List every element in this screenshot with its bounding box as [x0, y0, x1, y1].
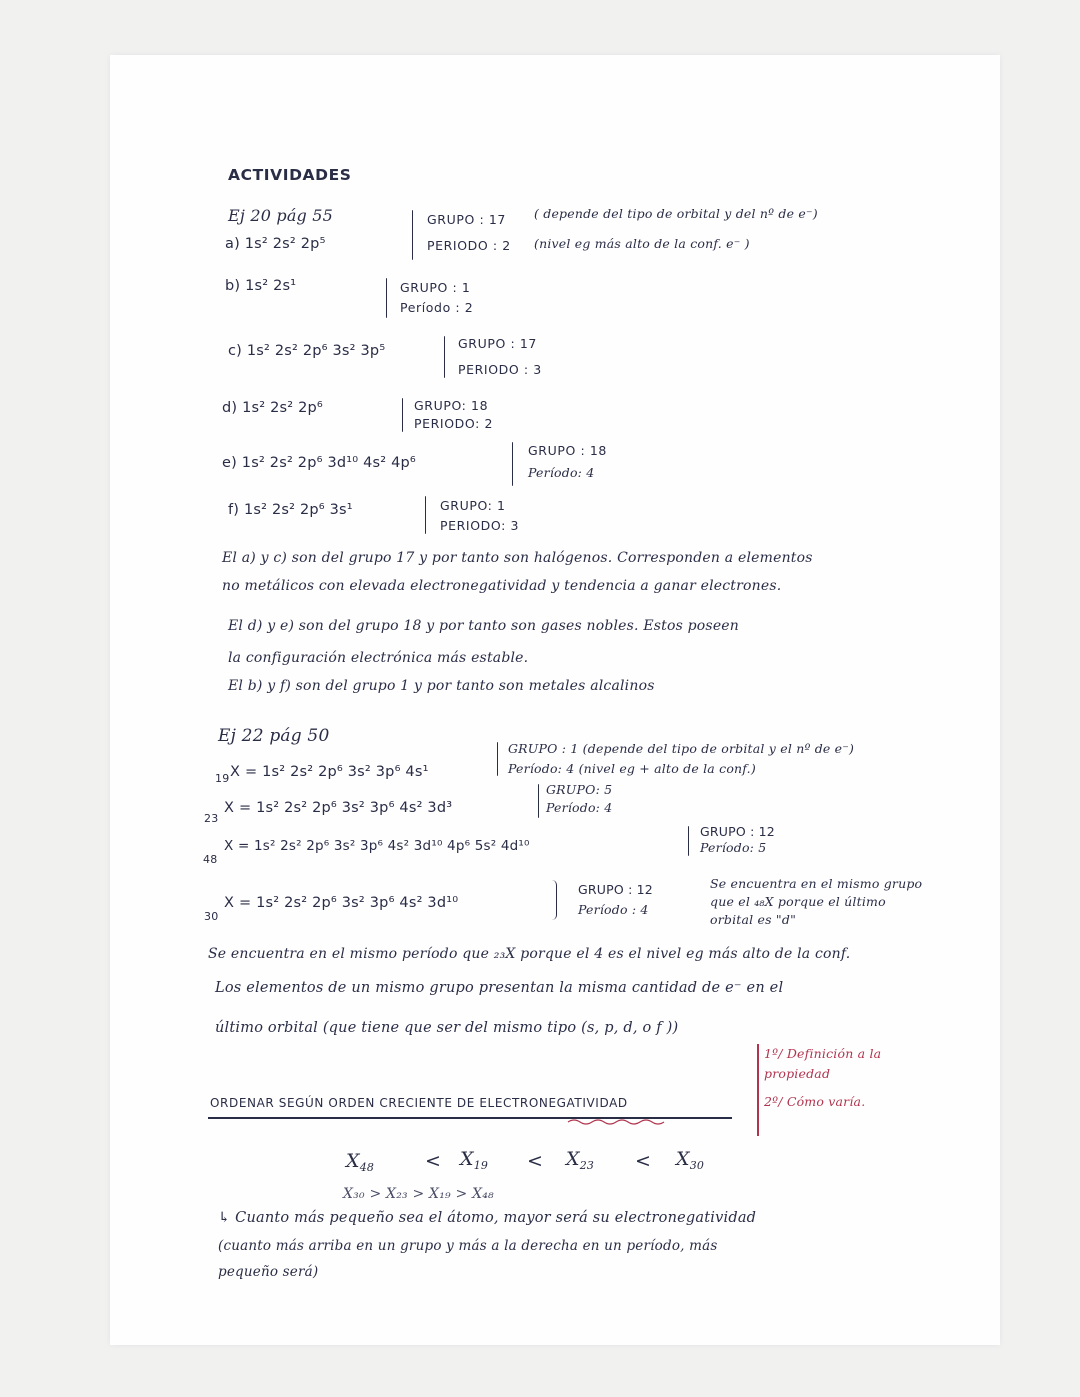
order-x19: $X_{19}$ — [460, 1148, 489, 1172]
brace — [538, 784, 539, 818]
paragraph-line: El d) y e) son del grupo 18 y por tanto son gases nobles. Estos poseen — [228, 618, 739, 634]
less-than: < — [527, 1150, 544, 1172]
paragraph-line: la configuración electrónica más estable. — [228, 650, 529, 666]
mass-number-30: 30 — [204, 910, 219, 923]
red-wavy-underline — [566, 1118, 676, 1126]
red-note-line: propiedad — [764, 1066, 831, 1081]
brace — [552, 880, 557, 920]
paragraph-line: no metálicos con elevada electronegatividad y tendencia a ganar electrones. — [222, 578, 782, 594]
exercise-20-title: Ej 20 pág 55 — [228, 206, 334, 225]
brace — [497, 742, 498, 776]
paragraph-line: último orbital (que tiene que ser del mismo tipo (s, p, d, o f )) — [215, 1020, 679, 1036]
periodo-c: PERIODO : 3 — [458, 362, 542, 377]
red-margin-line — [757, 1044, 759, 1136]
periodo-x30: Período : 4 — [578, 902, 649, 917]
note-a-1: ( depende del tipo de orbital y del nº de e⁻) — [534, 206, 818, 221]
paragraph-line: ↳ Cuanto más pequeño sea el átomo, mayor será su electronegatividad — [218, 1210, 757, 1226]
brace — [512, 442, 513, 486]
order-x48: $X_{48}$ — [346, 1150, 375, 1174]
periodo-a: PERIODO : 2 — [427, 238, 511, 253]
note-a-2: (nivel eg más alto de la conf. e⁻ ) — [534, 236, 750, 251]
order-title: ORDENAR SEGÚN ORDEN CRECIENTE DE ELECTRONEGATIVIDAD — [210, 1096, 628, 1110]
less-than: < — [425, 1150, 442, 1172]
grupo-c: GRUPO : 17 — [458, 336, 537, 351]
brace — [386, 278, 387, 318]
grupo-x30: GRUPO : 12 — [578, 882, 653, 897]
periodo-e: Período: 4 — [528, 465, 595, 480]
config-e: e) 1s² 2s² 2p⁶ 3d¹⁰ 4s² 4p⁶ — [222, 455, 416, 471]
periodo-x19: Período: 4 (nivel eg + alto de la conf.) — [508, 761, 756, 776]
config-c: c) 1s² 2s² 2p⁶ 3s² 3p⁵ — [228, 343, 386, 359]
config-f: f) 1s² 2s² 2p⁶ 3s¹ — [228, 502, 353, 518]
config-x48: X = 1s² 2s² 2p⁶ 3s² 3p⁶ 4s² 3d¹⁰ 4p⁶ 5s² 4d¹⁰ — [224, 838, 530, 854]
paragraph-line: Se encuentra en el mismo período que ₂₃X porque el 4 es el nivel eg más alto de la conf. — [208, 946, 851, 962]
grupo-x23: GRUPO: 5 — [546, 782, 613, 797]
grupo-f: GRUPO: 1 — [440, 498, 506, 513]
paragraph-line: El a) y c) son del grupo 17 y por tanto son halógenos. Corresponden a elementos — [222, 550, 813, 566]
grupo-d: GRUPO: 18 — [414, 398, 489, 413]
page-title: ACTIVIDADES — [228, 166, 352, 184]
mass-number-19: 19 — [215, 772, 230, 785]
exercise-22-title: Ej 22 pág 50 — [218, 726, 330, 746]
periodo-b: Período : 2 — [400, 300, 474, 315]
grupo-a: GRUPO : 17 — [427, 212, 506, 227]
periodo-x23: Período: 4 — [546, 800, 613, 815]
config-a: a) 1s² 2s² 2p⁵ — [225, 236, 326, 252]
brace — [402, 398, 403, 432]
paragraph-line: El b) y f) son del grupo 1 y por tanto son metales alcalinos — [228, 678, 655, 694]
order-reverse: X₃₀ > X₂₃ > X₁₉ > X₄₈ — [343, 1186, 494, 1202]
order-x30: $X_{30}$ — [676, 1148, 705, 1172]
periodo-x48: Período: 5 — [700, 840, 767, 855]
brace — [412, 210, 413, 260]
config-x23: X = 1s² 2s² 2p⁶ 3s² 3p⁶ 4s² 3d³ — [224, 800, 453, 816]
x30-note-line: que el ₄₈X porque el último — [710, 894, 886, 909]
paragraph-line: Los elementos de un mismo grupo presentan la misma cantidad de e⁻ en el — [215, 980, 784, 996]
red-note-line: 2º/ Cómo varía. — [764, 1094, 866, 1109]
mass-number-48: 48 — [203, 853, 218, 866]
grupo-e: GRUPO : 18 — [528, 443, 607, 458]
config-x19: X = 1s² 2s² 2p⁶ 3s² 3p⁶ 4s¹ — [230, 764, 429, 780]
paragraph-line: pequeño será) — [218, 1264, 319, 1280]
brace — [688, 826, 689, 856]
brace — [425, 496, 426, 534]
grupo-x19: GRUPO : 1 (depende del tipo de orbital y el nº de e⁻) — [508, 741, 855, 756]
grupo-b: GRUPO : 1 — [400, 280, 471, 295]
red-note-line: 1º/ Definición a la — [764, 1046, 882, 1061]
mass-number-23: 23 — [204, 812, 219, 825]
x30-note-line: Se encuentra en el mismo grupo — [710, 876, 923, 891]
order-x23: $X_{23}$ — [566, 1148, 595, 1172]
paragraph-line: (cuanto más arriba en un grupo y más a la derecha en un período, más — [218, 1238, 718, 1254]
brace — [444, 336, 445, 378]
grupo-x48: GRUPO : 12 — [700, 824, 775, 839]
periodo-d: PERIODO: 2 — [414, 416, 494, 431]
config-x30: X = 1s² 2s² 2p⁶ 3s² 3p⁶ 4s² 3d¹⁰ — [224, 895, 459, 911]
config-b: b) 1s² 2s¹ — [225, 278, 297, 294]
config-d: d) 1s² 2s² 2p⁶ — [222, 400, 323, 416]
less-than: < — [635, 1150, 652, 1172]
periodo-f: PERIODO: 3 — [440, 518, 520, 533]
x30-note-line: orbital es "d" — [710, 912, 797, 927]
